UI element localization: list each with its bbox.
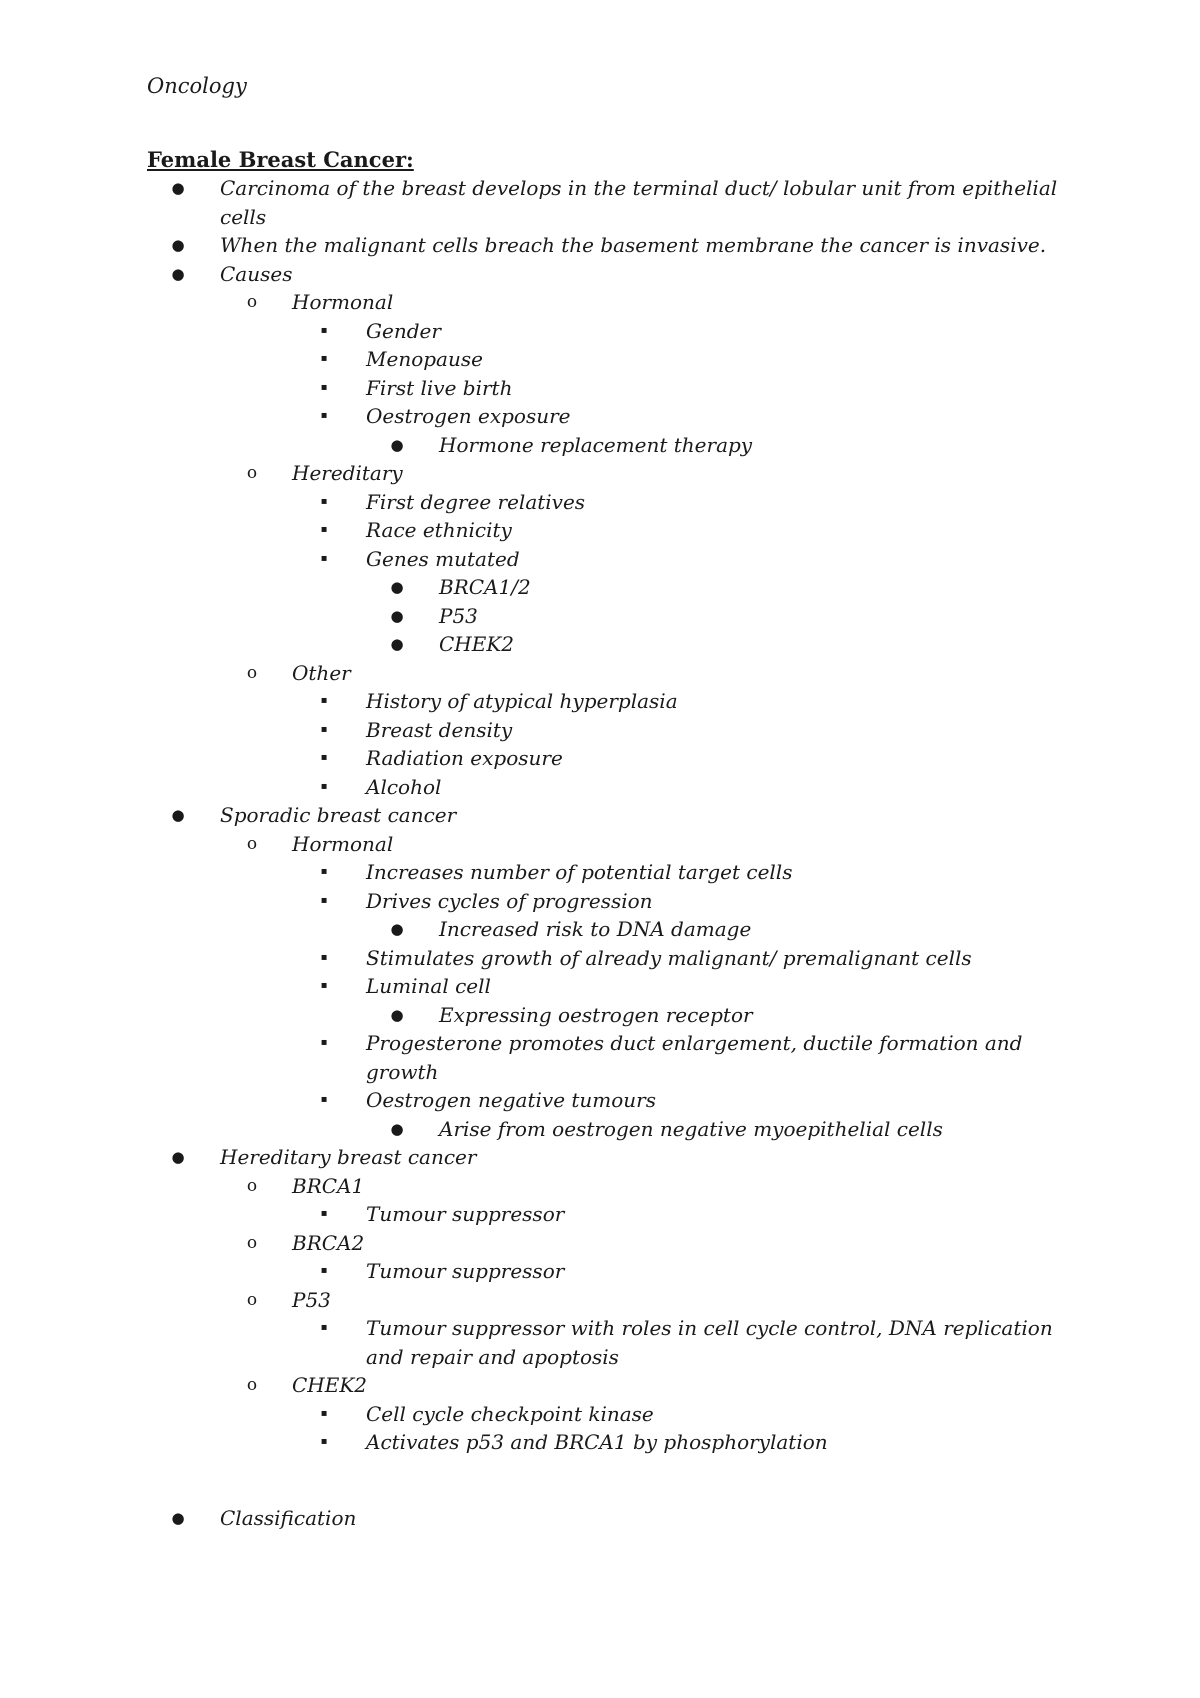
list-item-text: When the malignant cells breach the basement membrane the cancer is invasive. — [220, 233, 1047, 257]
bullet-disc-icon: ● — [171, 179, 185, 197]
list-item-text: Menopause — [366, 347, 483, 371]
bullet-circle-icon: o — [246, 1232, 258, 1253]
list-item-text: First live birth — [366, 375, 513, 400]
list-item-text: Expressing oestrogen receptor — [439, 1002, 753, 1027]
bullet-circle-icon: o — [246, 662, 258, 683]
list-item-text: Tumour suppressor with roles in cell cycle control, DNA replication and repair and apoptosis — [366, 1316, 1053, 1369]
list-item-text: Sporadic breast cancer — [220, 803, 457, 827]
list-item-text: Hormone replacement therapy — [439, 432, 753, 457]
bullet-circle-icon: o — [246, 1375, 258, 1395]
list-item-text: Alcohol — [366, 774, 442, 799]
bullet-square-icon: ▪ — [320, 1436, 328, 1447]
bullet-disc-icon: ● — [390, 435, 404, 454]
list-item-text: BRCA1/2 — [439, 575, 531, 599]
list-item-text: P53 — [439, 603, 478, 628]
list-item-text: Drives cycles of progression — [366, 888, 653, 913]
list-item-text: Arise from oestrogen negative myoepithelial cells — [439, 1116, 943, 1141]
bullet-square-icon: ▪ — [320, 324, 328, 336]
bullet-circle-icon: o — [246, 1289, 258, 1310]
bullet-square-icon: ▪ — [320, 552, 328, 564]
list-item-text: Genes mutated — [366, 546, 520, 571]
bullet-square-icon: ▪ — [320, 780, 328, 792]
bullet-square-icon: ▪ — [320, 951, 328, 963]
list-item-text: Stimulates growth of already malignant/ premalignant cells — [366, 945, 972, 970]
bullet-square-icon: ▪ — [320, 1037, 328, 1048]
list-item-text: Radiation exposure — [366, 746, 563, 770]
list-item-text: BRCA2 — [292, 1230, 365, 1255]
bullet-circle-icon: o — [246, 1175, 258, 1196]
list-item-text: CHEK2 — [292, 1373, 368, 1397]
bullet-disc-icon: ● — [390, 606, 404, 625]
list-item-text: Hormonal — [292, 831, 394, 856]
list-item-text: Oestrogen negative tumours — [366, 1088, 657, 1112]
list-item-text: Luminal cell — [366, 974, 491, 998]
bullet-square-icon: ▪ — [320, 381, 328, 393]
list-item-text: Breast density — [366, 717, 513, 742]
bullet-square-icon: ▪ — [320, 695, 328, 706]
bullet-disc-icon: ● — [171, 264, 185, 283]
list-item-text: Activates p53 and BRCA1 by phosphorylation — [366, 1430, 828, 1454]
list-item-text: Oestrogen exposure — [366, 404, 571, 428]
list-item-text: Cell cycle checkpoint kinase — [366, 1401, 654, 1426]
list-item-text: Classification — [220, 1505, 357, 1530]
list-item-text: Hormonal — [292, 290, 394, 314]
list-item-text: Hereditary breast cancer — [220, 1145, 477, 1169]
list-item-text: Progesterone promotes duct enlargement, ductile formation and growth — [366, 1031, 1023, 1084]
list-item-text: Gender — [366, 318, 441, 343]
list-item-text: Hereditary — [292, 461, 403, 485]
bullet-square-icon: ▪ — [320, 524, 328, 535]
bullet-square-icon: ▪ — [320, 410, 328, 421]
bullet-square-icon: ▪ — [320, 1407, 328, 1419]
list-item-text: Increased risk to DNA damage — [439, 917, 752, 941]
bullet-disc-icon: ● — [171, 236, 185, 254]
bullet-square-icon: ▪ — [320, 723, 328, 735]
page-header: Oncology — [147, 74, 247, 98]
list-item-text: CHEK2 — [439, 632, 515, 656]
list-item-text: Race ethnicity — [366, 518, 512, 542]
bullet-square-icon: ▪ — [320, 1094, 328, 1105]
list-item-text: Other — [292, 660, 351, 685]
bullet-square-icon: ▪ — [320, 752, 328, 763]
bullet-disc-icon: ● — [171, 1508, 185, 1527]
bullet-disc-icon: ● — [390, 1005, 404, 1024]
list-item-text: BRCA1 — [292, 1173, 365, 1198]
bullet-disc-icon: ● — [390, 635, 404, 653]
list-item-text: Increases number of potential target cells — [366, 860, 793, 884]
bullet-disc-icon: ● — [390, 1119, 404, 1138]
bullet-circle-icon: o — [246, 463, 258, 483]
list-item-text: First degree relatives — [366, 489, 586, 514]
bullet-square-icon: ▪ — [320, 1265, 328, 1276]
section-title: Female Breast Cancer: — [147, 147, 414, 172]
bullet-square-icon: ▪ — [320, 894, 328, 906]
list-item-text: P53 — [292, 1287, 331, 1312]
bullet-square-icon: ▪ — [320, 980, 328, 991]
bullet-square-icon: ▪ — [320, 866, 328, 877]
bullet-square-icon: ▪ — [320, 1208, 328, 1219]
list-item-text: History of atypical hyperplasia — [366, 689, 678, 713]
bullet-square-icon: ▪ — [320, 353, 328, 364]
bullet-square-icon: ▪ — [320, 495, 328, 507]
bullet-square-icon: ▪ — [320, 1322, 328, 1333]
bullet-disc-icon: ● — [171, 1148, 185, 1166]
list-item-text: Causes — [220, 261, 293, 286]
bullet-disc-icon: ● — [171, 806, 185, 824]
bullet-disc-icon: ● — [390, 578, 404, 596]
list-item-text: Tumour suppressor — [366, 1259, 565, 1283]
bullet-circle-icon: o — [246, 833, 258, 854]
list-item-text: Carcinoma of the breast develops in the terminal duct/ lobular unit from epithelial cells — [220, 176, 1058, 229]
list-item-text: Tumour suppressor — [366, 1202, 565, 1226]
bullet-disc-icon: ● — [390, 920, 404, 938]
bullet-circle-icon: o — [246, 292, 258, 312]
